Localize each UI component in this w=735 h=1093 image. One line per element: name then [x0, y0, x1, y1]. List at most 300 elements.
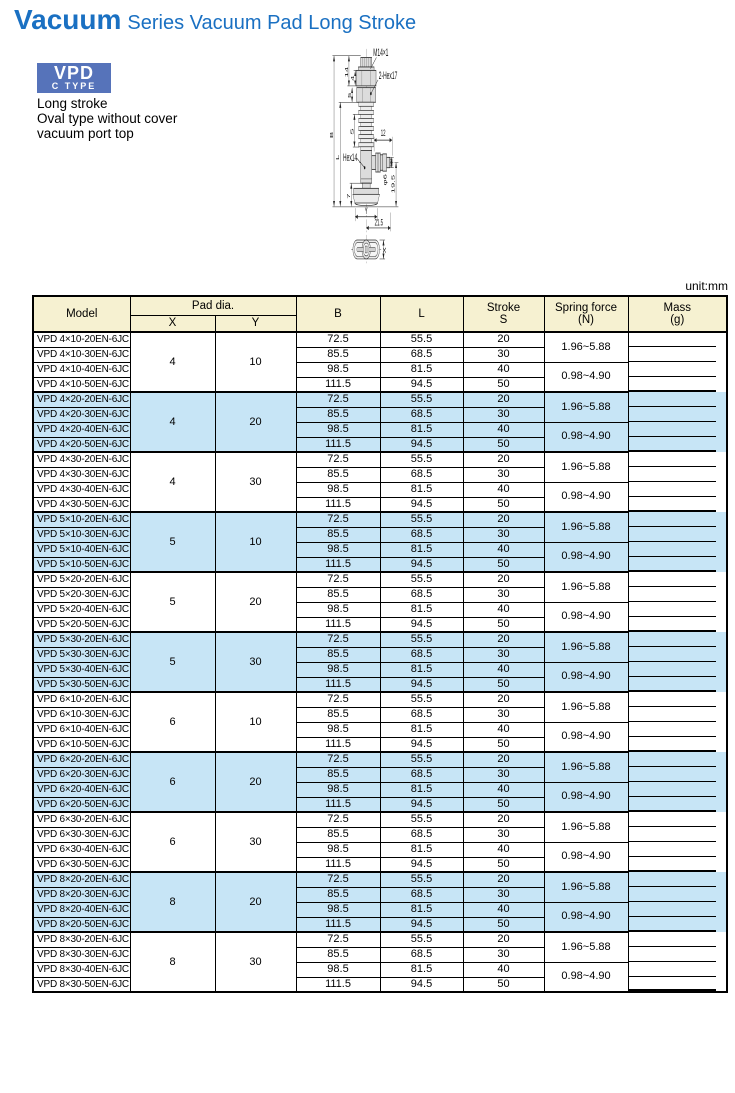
mass-cell: [628, 362, 727, 377]
spring-force-cell: 0.98~4.90: [544, 422, 628, 452]
dim-l-cell: 94.5: [380, 557, 463, 572]
mass-cell: [628, 722, 727, 737]
diagram-label-hex17: 2-Hex17: [378, 68, 398, 82]
dim-l-cell: 94.5: [380, 617, 463, 632]
dim-l-cell: 55.5: [380, 632, 463, 647]
dim-l-cell: 94.5: [380, 857, 463, 872]
stroke-cell: 20: [463, 932, 544, 947]
dim-b-cell: 85.5: [296, 347, 380, 362]
model-cell: VPD 8×30-40EN-6JC: [33, 962, 130, 977]
dim-b-cell: 98.5: [296, 362, 380, 377]
model-cell: VPD 4×30-20EN-6JC: [33, 452, 130, 467]
pad-dia-x-cell: 6: [130, 692, 215, 752]
mass-cell: [628, 977, 727, 992]
stroke-cell: 40: [463, 902, 544, 917]
stroke-cell: 20: [463, 632, 544, 647]
stroke-cell: 30: [463, 587, 544, 602]
header-pad-y: Y: [215, 315, 296, 332]
model-cell: VPD 5×10-40EN-6JC: [33, 542, 130, 557]
model-cell: VPD 4×30-30EN-6JC: [33, 467, 130, 482]
dim-b-cell: 85.5: [296, 407, 380, 422]
stroke-cell: 50: [463, 617, 544, 632]
mass-cell: [628, 392, 727, 407]
diagram-dim-14: 14: [343, 66, 349, 78]
stroke-cell: 40: [463, 722, 544, 737]
diagram-label-thread: M14×1: [373, 45, 389, 59]
diagram-dim-5: 5: [346, 92, 353, 99]
dim-l-cell: 68.5: [380, 767, 463, 782]
dim-b-cell: 111.5: [296, 977, 380, 992]
dim-b-cell: 98.5: [296, 782, 380, 797]
mass-cell: [628, 662, 727, 677]
spring-force-cell: 1.96~5.88: [544, 332, 628, 362]
mass-cell: [628, 482, 727, 497]
dim-l-cell: 81.5: [380, 782, 463, 797]
pad-dia-y-cell: 20: [215, 752, 296, 812]
mass-cell: [628, 422, 727, 437]
page-title-rest: Series Vacuum Pad Long Stroke: [127, 12, 417, 34]
dim-l-cell: 81.5: [380, 962, 463, 977]
model-cell: VPD 5×30-30EN-6JC: [33, 647, 130, 662]
dim-b-cell: 111.5: [296, 797, 380, 812]
model-cell: VPD 8×20-50EN-6JC: [33, 917, 130, 932]
stroke-cell: 30: [463, 707, 544, 722]
stroke-cell: 50: [463, 737, 544, 752]
series-badge: [37, 63, 111, 93]
mass-cell: [628, 647, 727, 662]
spring-force-cell: 0.98~4.90: [544, 722, 628, 752]
diagram-dim-21-5: 21.5: [374, 216, 383, 228]
pad-dia-y-cell: 20: [215, 572, 296, 632]
dim-l-cell: 81.5: [380, 722, 463, 737]
model-cell: VPD 5×10-50EN-6JC: [33, 557, 130, 572]
pad-dia-y-cell: 30: [215, 452, 296, 512]
series-badge-name: VPD: [53, 63, 94, 83]
dim-l-cell: 81.5: [380, 482, 463, 497]
mass-cell: [628, 902, 727, 917]
model-cell: VPD 4×10-30EN-6JC: [33, 347, 130, 362]
diagram-dim-4: 4: [349, 75, 356, 81]
diagram-dim-12: 12: [380, 126, 386, 139]
header-l: L: [380, 296, 463, 332]
mass-cell: [628, 452, 727, 467]
spring-force-cell: 1.96~5.88: [544, 692, 628, 722]
dim-b-cell: 111.5: [296, 857, 380, 872]
mass-cell: [628, 497, 727, 512]
spec-table-body: [33, 332, 727, 992]
mass-cell: [628, 707, 727, 722]
mass-cell: [628, 617, 727, 632]
diagram-dim-b: B: [328, 131, 335, 139]
mass-cell: [628, 437, 727, 452]
mass-cell: [628, 857, 727, 872]
stroke-cell: 40: [463, 782, 544, 797]
mass-cell: [628, 917, 727, 932]
model-cell: VPD 6×10-50EN-6JC: [33, 737, 130, 752]
pad-dia-y-cell: 20: [215, 872, 296, 932]
model-cell: VPD 4×10-20EN-6JC: [33, 332, 130, 347]
model-cell: VPD 4×20-40EN-6JC: [33, 422, 130, 437]
stroke-cell: 30: [463, 887, 544, 902]
stroke-cell: 30: [463, 767, 544, 782]
dim-b-cell: 98.5: [296, 602, 380, 617]
pad-dia-y-cell: 30: [215, 932, 296, 992]
page-title-lead: Vacuum: [14, 4, 122, 35]
dim-l-cell: 55.5: [380, 872, 463, 887]
dim-b-cell: 72.5: [296, 512, 380, 527]
model-cell: VPD 4×30-50EN-6JC: [33, 497, 130, 512]
dim-l-cell: 94.5: [380, 797, 463, 812]
mass-cell: [628, 347, 727, 362]
mass-cell: [628, 512, 727, 527]
description-line: vacuum port top: [37, 126, 134, 141]
dim-b-cell: 111.5: [296, 617, 380, 632]
stroke-cell: 20: [463, 812, 544, 827]
spring-force-cell: 0.98~4.90: [544, 662, 628, 692]
pad-dia-x-cell: 6: [130, 752, 215, 812]
model-cell: VPD 6×20-40EN-6JC: [33, 782, 130, 797]
dim-l-cell: 68.5: [380, 587, 463, 602]
mass-cell: [628, 527, 727, 542]
dim-b-cell: 111.5: [296, 917, 380, 932]
spring-force-cell: 0.98~4.90: [544, 362, 628, 392]
dim-l-cell: 55.5: [380, 692, 463, 707]
diagram-dim-l: L: [335, 154, 341, 160]
header-spring-force: Spring force (N): [544, 296, 628, 332]
mass-cell: [628, 752, 727, 767]
stroke-cell: 50: [463, 917, 544, 932]
dim-b-cell: 98.5: [296, 902, 380, 917]
dim-l-cell: 55.5: [380, 332, 463, 347]
dim-b-cell: 72.5: [296, 572, 380, 587]
product-description: [37, 96, 177, 141]
model-cell: VPD 5×10-20EN-6JC: [33, 512, 130, 527]
dim-l-cell: 94.5: [380, 437, 463, 452]
dim-b-cell: 72.5: [296, 812, 380, 827]
dim-b-cell: 72.5: [296, 332, 380, 347]
mass-cell: [628, 947, 727, 962]
dim-b-cell: 85.5: [296, 767, 380, 782]
dim-l-cell: 68.5: [380, 707, 463, 722]
dim-b-cell: 72.5: [296, 872, 380, 887]
description-line: Long stroke: [37, 96, 108, 111]
model-cell: VPD 5×30-20EN-6JC: [33, 632, 130, 647]
mass-cell: [628, 872, 727, 887]
model-cell: VPD 6×10-30EN-6JC: [33, 707, 130, 722]
mass-cell: [628, 332, 727, 347]
model-cell: VPD 4×30-40EN-6JC: [33, 482, 130, 497]
model-cell: VPD 8×20-30EN-6JC: [33, 887, 130, 902]
mass-cell: [628, 887, 727, 902]
dim-b-cell: 111.5: [296, 497, 380, 512]
table-row: [33, 392, 727, 407]
dim-l-cell: 68.5: [380, 527, 463, 542]
stroke-cell: 50: [463, 437, 544, 452]
spring-force-cell: 0.98~4.90: [544, 482, 628, 512]
stroke-cell: 50: [463, 377, 544, 392]
dim-l-cell: 94.5: [380, 677, 463, 692]
diagram-dim-7: 7: [346, 193, 352, 199]
page-title: [14, 4, 416, 36]
stroke-cell: 30: [463, 467, 544, 482]
model-cell: VPD 5×30-50EN-6JC: [33, 677, 130, 692]
pad-dia-x-cell: 4: [130, 392, 215, 452]
dim-l-cell: 94.5: [380, 977, 463, 992]
dim-l-cell: 68.5: [380, 467, 463, 482]
model-cell: VPD 5×20-20EN-6JC: [33, 572, 130, 587]
stroke-cell: 20: [463, 692, 544, 707]
dim-l-cell: 55.5: [380, 812, 463, 827]
model-cell: VPD 6×30-20EN-6JC: [33, 812, 130, 827]
table-row: [33, 452, 727, 467]
table-row: [33, 332, 727, 347]
mass-cell: [628, 932, 727, 947]
mass-cell: [628, 827, 727, 842]
model-cell: VPD 8×20-20EN-6JC: [33, 872, 130, 887]
mass-cell: [628, 692, 727, 707]
spring-force-cell: 1.96~5.88: [544, 812, 628, 842]
dim-l-cell: 55.5: [380, 392, 463, 407]
pad-dia-x-cell: 5: [130, 512, 215, 572]
stroke-cell: 30: [463, 407, 544, 422]
mass-cell: [628, 782, 727, 797]
mass-cell: [628, 467, 727, 482]
header-pad-x: X: [130, 315, 215, 332]
stroke-cell: 40: [463, 602, 544, 617]
mass-cell: [628, 737, 727, 752]
stroke-cell: 40: [463, 362, 544, 377]
mass-cell: [628, 842, 727, 857]
dim-l-cell: 81.5: [380, 842, 463, 857]
model-cell: VPD 5×20-50EN-6JC: [33, 617, 130, 632]
dim-b-cell: 85.5: [296, 707, 380, 722]
dim-l-cell: 94.5: [380, 377, 463, 392]
stroke-cell: 40: [463, 962, 544, 977]
dim-b-cell: 98.5: [296, 482, 380, 497]
header-stroke: Stroke S: [463, 296, 544, 332]
dim-b-cell: 72.5: [296, 932, 380, 947]
pad-dia-x-cell: 4: [130, 332, 215, 392]
table-row: [33, 632, 727, 647]
diagram-dim-y: Y: [364, 205, 368, 217]
spring-force-cell: 0.98~4.90: [544, 842, 628, 872]
pad-dia-y-cell: 10: [215, 512, 296, 572]
model-cell: VPD 6×10-20EN-6JC: [33, 692, 130, 707]
table-row: [33, 812, 727, 827]
model-cell: VPD 4×20-50EN-6JC: [33, 437, 130, 452]
spring-force-cell: 1.96~5.88: [544, 932, 628, 962]
table-row: [33, 752, 727, 767]
stroke-cell: 50: [463, 977, 544, 992]
dim-b-cell: 98.5: [296, 662, 380, 677]
model-cell: VPD 4×20-20EN-6JC: [33, 392, 130, 407]
stroke-cell: 50: [463, 677, 544, 692]
mass-cell: [628, 797, 727, 812]
stroke-cell: 40: [463, 482, 544, 497]
header-b: B: [296, 296, 380, 332]
header-pad-dia: Pad dia.: [130, 296, 296, 315]
mass-cell: [628, 542, 727, 557]
spring-force-cell: 1.96~5.88: [544, 572, 628, 602]
dim-l-cell: 68.5: [380, 347, 463, 362]
series-badge-type: C TYPE: [51, 81, 97, 91]
stroke-cell: 50: [463, 797, 544, 812]
stroke-cell: 20: [463, 332, 544, 347]
pad-dia-x-cell: 4: [130, 452, 215, 512]
stroke-cell: 40: [463, 422, 544, 437]
spec-table: [32, 295, 728, 993]
dim-l-cell: 68.5: [380, 407, 463, 422]
pad-dia-x-cell: 6: [130, 812, 215, 872]
dim-b-cell: 85.5: [296, 887, 380, 902]
stroke-cell: 20: [463, 452, 544, 467]
spring-force-cell: 1.96~5.88: [544, 392, 628, 422]
pad-dia-y-cell: 30: [215, 812, 296, 872]
table-row: [33, 692, 727, 707]
dim-l-cell: 55.5: [380, 932, 463, 947]
dim-b-cell: 72.5: [296, 692, 380, 707]
model-cell: VPD 8×30-30EN-6JC: [33, 947, 130, 962]
diagram-bellows: [359, 102, 374, 151]
stroke-cell: 30: [463, 647, 544, 662]
spring-force-cell: 0.98~4.90: [544, 602, 628, 632]
spring-force-cell: 0.98~4.90: [544, 902, 628, 932]
dim-l-cell: 81.5: [380, 662, 463, 677]
stroke-cell: 40: [463, 662, 544, 677]
dim-l-cell: 55.5: [380, 512, 463, 527]
model-cell: VPD 6×10-40EN-6JC: [33, 722, 130, 737]
diagram-pad: [332, 183, 398, 207]
header-mass: Mass (g): [628, 296, 727, 332]
dim-l-cell: 55.5: [380, 572, 463, 587]
stroke-cell: 30: [463, 527, 544, 542]
pad-dia-y-cell: 30: [215, 632, 296, 692]
dim-b-cell: 111.5: [296, 737, 380, 752]
model-cell: VPD 6×20-30EN-6JC: [33, 767, 130, 782]
dim-l-cell: 81.5: [380, 902, 463, 917]
diagram-dim-dia6: φ6: [382, 174, 388, 186]
dim-b-cell: 72.5: [296, 392, 380, 407]
table-row: [33, 932, 727, 947]
model-cell: VPD 4×10-50EN-6JC: [33, 377, 130, 392]
diagram-bottom-view: [353, 240, 380, 259]
stroke-cell: 20: [463, 512, 544, 527]
mass-cell: [628, 812, 727, 827]
mass-cell: [628, 767, 727, 782]
description-line: Oval type without cover: [37, 111, 178, 126]
mass-cell: [628, 557, 727, 572]
dim-l-cell: 94.5: [380, 737, 463, 752]
table-row: [33, 572, 727, 587]
spring-force-cell: 1.96~5.88: [544, 452, 628, 482]
pad-dia-x-cell: 8: [130, 932, 215, 992]
stroke-cell: 50: [463, 557, 544, 572]
model-cell: VPD 5×20-30EN-6JC: [33, 587, 130, 602]
pad-dia-y-cell: 10: [215, 692, 296, 752]
stroke-cell: 40: [463, 542, 544, 557]
product-diagram: [325, 42, 535, 302]
model-cell: VPD 5×20-40EN-6JC: [33, 602, 130, 617]
dim-l-cell: 68.5: [380, 947, 463, 962]
spring-force-cell: 0.98~4.90: [544, 962, 628, 992]
diagram-dim-x: X: [381, 247, 388, 254]
spring-force-cell: 0.98~4.90: [544, 782, 628, 812]
model-cell: VPD 8×30-20EN-6JC: [33, 932, 130, 947]
unit-note: unit:mm: [685, 279, 728, 293]
table-row: [33, 872, 727, 887]
dim-b-cell: 72.5: [296, 452, 380, 467]
diagram-dim-s: S: [349, 128, 355, 135]
stroke-cell: 20: [463, 752, 544, 767]
stroke-cell: 30: [463, 347, 544, 362]
dim-l-cell: 68.5: [380, 827, 463, 842]
dim-b-cell: 111.5: [296, 377, 380, 392]
stroke-cell: 50: [463, 497, 544, 512]
model-cell: VPD 4×20-30EN-6JC: [33, 407, 130, 422]
dim-l-cell: 68.5: [380, 887, 463, 902]
diagram-dim-19-5: 19.5: [390, 174, 396, 194]
dim-b-cell: 111.5: [296, 437, 380, 452]
model-cell: VPD 8×30-50EN-6JC: [33, 977, 130, 992]
mass-cell: [628, 572, 727, 587]
pad-dia-x-cell: 8: [130, 872, 215, 932]
spring-force-cell: 1.96~5.88: [544, 632, 628, 662]
dim-b-cell: 72.5: [296, 752, 380, 767]
spring-force-cell: 1.96~5.88: [544, 752, 628, 782]
mass-cell: [628, 377, 727, 392]
mass-cell: [628, 587, 727, 602]
stroke-cell: 20: [463, 392, 544, 407]
dim-b-cell: 85.5: [296, 647, 380, 662]
model-cell: VPD 6×20-50EN-6JC: [33, 797, 130, 812]
dim-l-cell: 81.5: [380, 542, 463, 557]
mass-cell: [628, 602, 727, 617]
model-cell: VPD 6×30-40EN-6JC: [33, 842, 130, 857]
model-cell: VPD 6×30-30EN-6JC: [33, 827, 130, 842]
pad-dia-y-cell: 20: [215, 392, 296, 452]
dim-b-cell: 85.5: [296, 827, 380, 842]
dim-b-cell: 85.5: [296, 527, 380, 542]
stroke-cell: 30: [463, 827, 544, 842]
dim-b-cell: 85.5: [296, 587, 380, 602]
model-cell: VPD 4×10-40EN-6JC: [33, 362, 130, 377]
model-cell: VPD 5×30-40EN-6JC: [33, 662, 130, 677]
table-row: [33, 512, 727, 527]
pad-dia-y-cell: 10: [215, 332, 296, 392]
pad-dia-x-cell: 5: [130, 572, 215, 632]
model-cell: VPD 6×30-50EN-6JC: [33, 857, 130, 872]
mass-cell: [628, 677, 727, 692]
pad-dia-x-cell: 5: [130, 632, 215, 692]
spec-table-header: [33, 296, 727, 332]
model-cell: VPD 5×10-30EN-6JC: [33, 527, 130, 542]
dim-b-cell: 85.5: [296, 947, 380, 962]
mass-cell: [628, 407, 727, 422]
model-cell: VPD 8×20-40EN-6JC: [33, 902, 130, 917]
stroke-cell: 20: [463, 572, 544, 587]
mass-cell: [628, 632, 727, 647]
dim-b-cell: 98.5: [296, 962, 380, 977]
model-cell: VPD 6×20-20EN-6JC: [33, 752, 130, 767]
stroke-cell: 50: [463, 857, 544, 872]
dim-l-cell: 94.5: [380, 917, 463, 932]
dim-l-cell: 81.5: [380, 422, 463, 437]
dim-b-cell: 111.5: [296, 677, 380, 692]
stroke-cell: 40: [463, 842, 544, 857]
dim-b-cell: 85.5: [296, 467, 380, 482]
dim-b-cell: 98.5: [296, 422, 380, 437]
stroke-cell: 20: [463, 872, 544, 887]
